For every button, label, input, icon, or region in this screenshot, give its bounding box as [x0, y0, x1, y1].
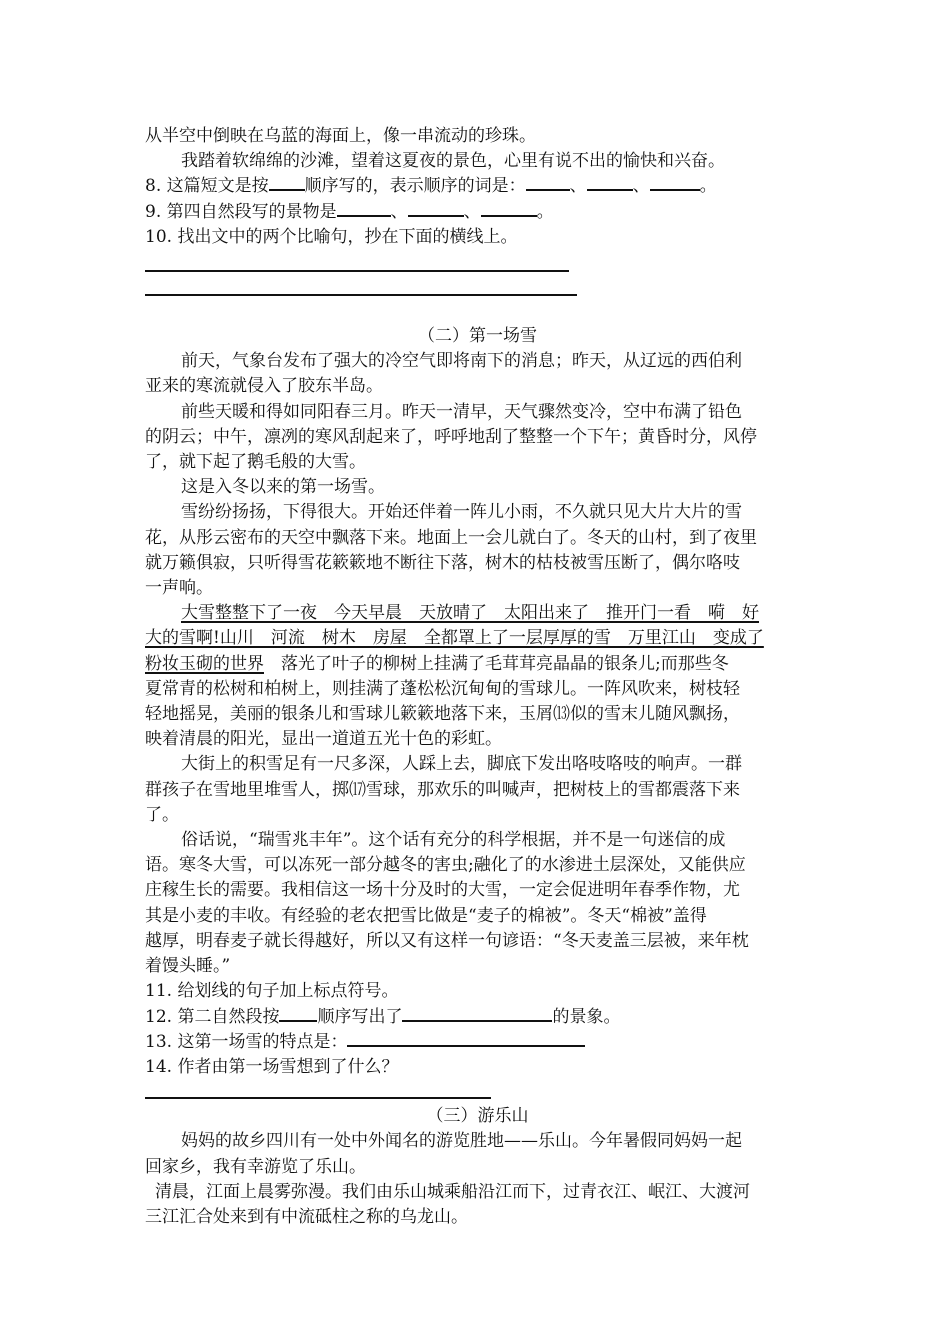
question-8: 8. 这篇短文是按 顺序写的，表示顺序的词是： 、 、 。	[145, 176, 717, 197]
paragraph-line: 语。寒冬大雪，可以冻死一部分越冬的害虫;融化了的水渗进土层深处，又能供应	[145, 855, 746, 876]
paragraph-line: 其是小麦的丰收。有经验的老农把雪比做是“麦子的棉被”。冬天“棉被”盖得	[145, 905, 707, 926]
paragraph-line: 庄稼生长的需要。我相信这一场十分及时的大雪，一定会促进明年春季作物，尤	[145, 880, 740, 901]
paragraph-line: 我踏着软绵绵的沙滩，望着这夏夜的景色，心里有说不出的愉快和兴奋。	[181, 151, 725, 172]
paragraph-line: 花，从彤云密布的天空中飘落下来。地面上一会儿就白了。冬天的山村，到了夜里	[145, 527, 757, 548]
answer-blank[interactable]	[337, 200, 391, 217]
answer-blank[interactable]	[402, 1005, 552, 1022]
paragraph-line: 着馒头睡。”	[145, 956, 231, 977]
paragraph-line: 回家乡，我有幸游览了乐山。	[145, 1156, 366, 1177]
paragraph-line: 三江汇合处来到有中流砥柱之称的乌龙山。	[145, 1206, 468, 1227]
paragraph-line: 轻地摇晃，美丽的银条儿和雪球儿簌簌地落下来，玉屑⒀似的雪末儿随风飘扬，	[145, 704, 740, 725]
answer-blank[interactable]	[587, 174, 633, 191]
paragraph-line: 前些天暖和得如同阳春三月。昨天一清早，天气骤然变冷，空中布满了铅色	[181, 401, 742, 422]
paragraph-line: 映着清晨的阳光，显出一道道五光十色的彩虹。	[145, 729, 502, 750]
paragraph-line: 的阴云；中午，凛冽的寒风刮起来了，呼呼地刮了整整一个下午；黄昏时分，风停	[145, 426, 757, 447]
paragraph-line: 了，就下起了鹅毛般的大雪。	[145, 452, 366, 473]
answer-blank[interactable]	[526, 174, 570, 191]
paragraph-line: 粉妆玉砌的世界 落光了叶子的柳树上挂满了毛茸茸亮晶晶的银条儿;而那些冬	[145, 653, 729, 674]
paragraph-line: 了。	[145, 804, 179, 825]
answer-blank[interactable]	[347, 1030, 585, 1047]
question-10: 10. 找出文中的两个比喻句，抄在下面的横线上。	[145, 226, 518, 247]
answer-blank[interactable]	[650, 174, 700, 191]
question-9: 9. 第四自然段写的景物是 、 、 。	[145, 201, 554, 222]
underlined-sentence: 粉妆玉砌的世界	[145, 653, 264, 674]
underlined-sentence: 大的雪啊!山川 河流 树木 房屋 全都罩上了一层厚厚的雪 万里江山 变成了	[145, 628, 764, 649]
question-14: 14. 作者由第一场雪想到了什么？	[145, 1056, 399, 1077]
question-13: 13. 这第一场雪的特点是：	[145, 1030, 810, 1055]
paragraph-line: 妈妈的故乡四川有一处中外闻名的游览胜地——乐山。今年暑假同妈妈一起	[181, 1131, 742, 1152]
paragraph-line: 这是入冬以来的第一场雪。	[181, 477, 385, 498]
paragraph-line: 俗话说，“瑞雪兆丰年”。这个话有充分的科学根据，并不是一句迷信的成	[181, 830, 726, 851]
paragraph-line: 大街上的积雪足有一尺多深，人踩上去，脚底下发出咯吱咯吱的响声。一群	[181, 754, 742, 775]
paragraph-line: 夏常青的松树和柏树上，则挂满了蓬松松沉甸甸的雪球儿。一阵风吹来，树枝轻	[145, 678, 740, 699]
question-11: 11. 给划线的句子加上标点符号。	[145, 981, 399, 1002]
section-title: （三）游乐山	[426, 1106, 529, 1127]
document-page	[145, 124, 810, 1230]
paragraph-line: 亚来的寒流就侵入了胶东半岛。	[145, 376, 383, 397]
answer-blank[interactable]	[279, 1005, 317, 1022]
paragraph-line: 雪纷纷扬扬，下得很大。开始还伴着一阵儿小雨，不久就只见大片大片的雪	[181, 502, 742, 523]
underlined-sentence: 大雪整整下了一夜 今天早晨 天放晴了 太阳出来了 推开门一看 嗬 好	[181, 603, 759, 624]
paragraph-line: 就万籁俱寂，只听得雪花簌簌地不断往下落，树木的枯枝被雪压断了，偶尔咯吱	[145, 552, 740, 573]
answer-blank[interactable]	[481, 200, 537, 217]
paragraph-line: 清晨，江面上晨雾弥漫。我们由乐山城乘船沿江而下，过青衣江、岷江、大渡河	[155, 1181, 750, 1202]
paragraph-line: 越厚，明春麦子就长得越好，所以又有这样一句谚语：“冬天麦盖三层被，来年枕	[145, 930, 749, 951]
section-title: （二）第一场雪	[418, 326, 537, 347]
paragraph-line: 从半空中倒映在乌蓝的海面上，像一串流动的珍珠。	[145, 126, 536, 146]
answer-blank[interactable]	[408, 200, 464, 217]
question-12: 12. 第二自然段按 顺序写出了 的景象。	[145, 1006, 621, 1027]
paragraph-line: 一声响。	[145, 578, 213, 599]
paragraph-line: 前天，气象台发布了强大的冷空气即将南下的消息；昨天，从辽远的西伯利	[181, 351, 742, 372]
answer-blank[interactable]	[269, 174, 305, 191]
paragraph-line: 群孩子在雪地里堆雪人，掷⒄雪球，那欢乐的叫喊声，把树枝上的雪都震落下来	[145, 779, 740, 800]
